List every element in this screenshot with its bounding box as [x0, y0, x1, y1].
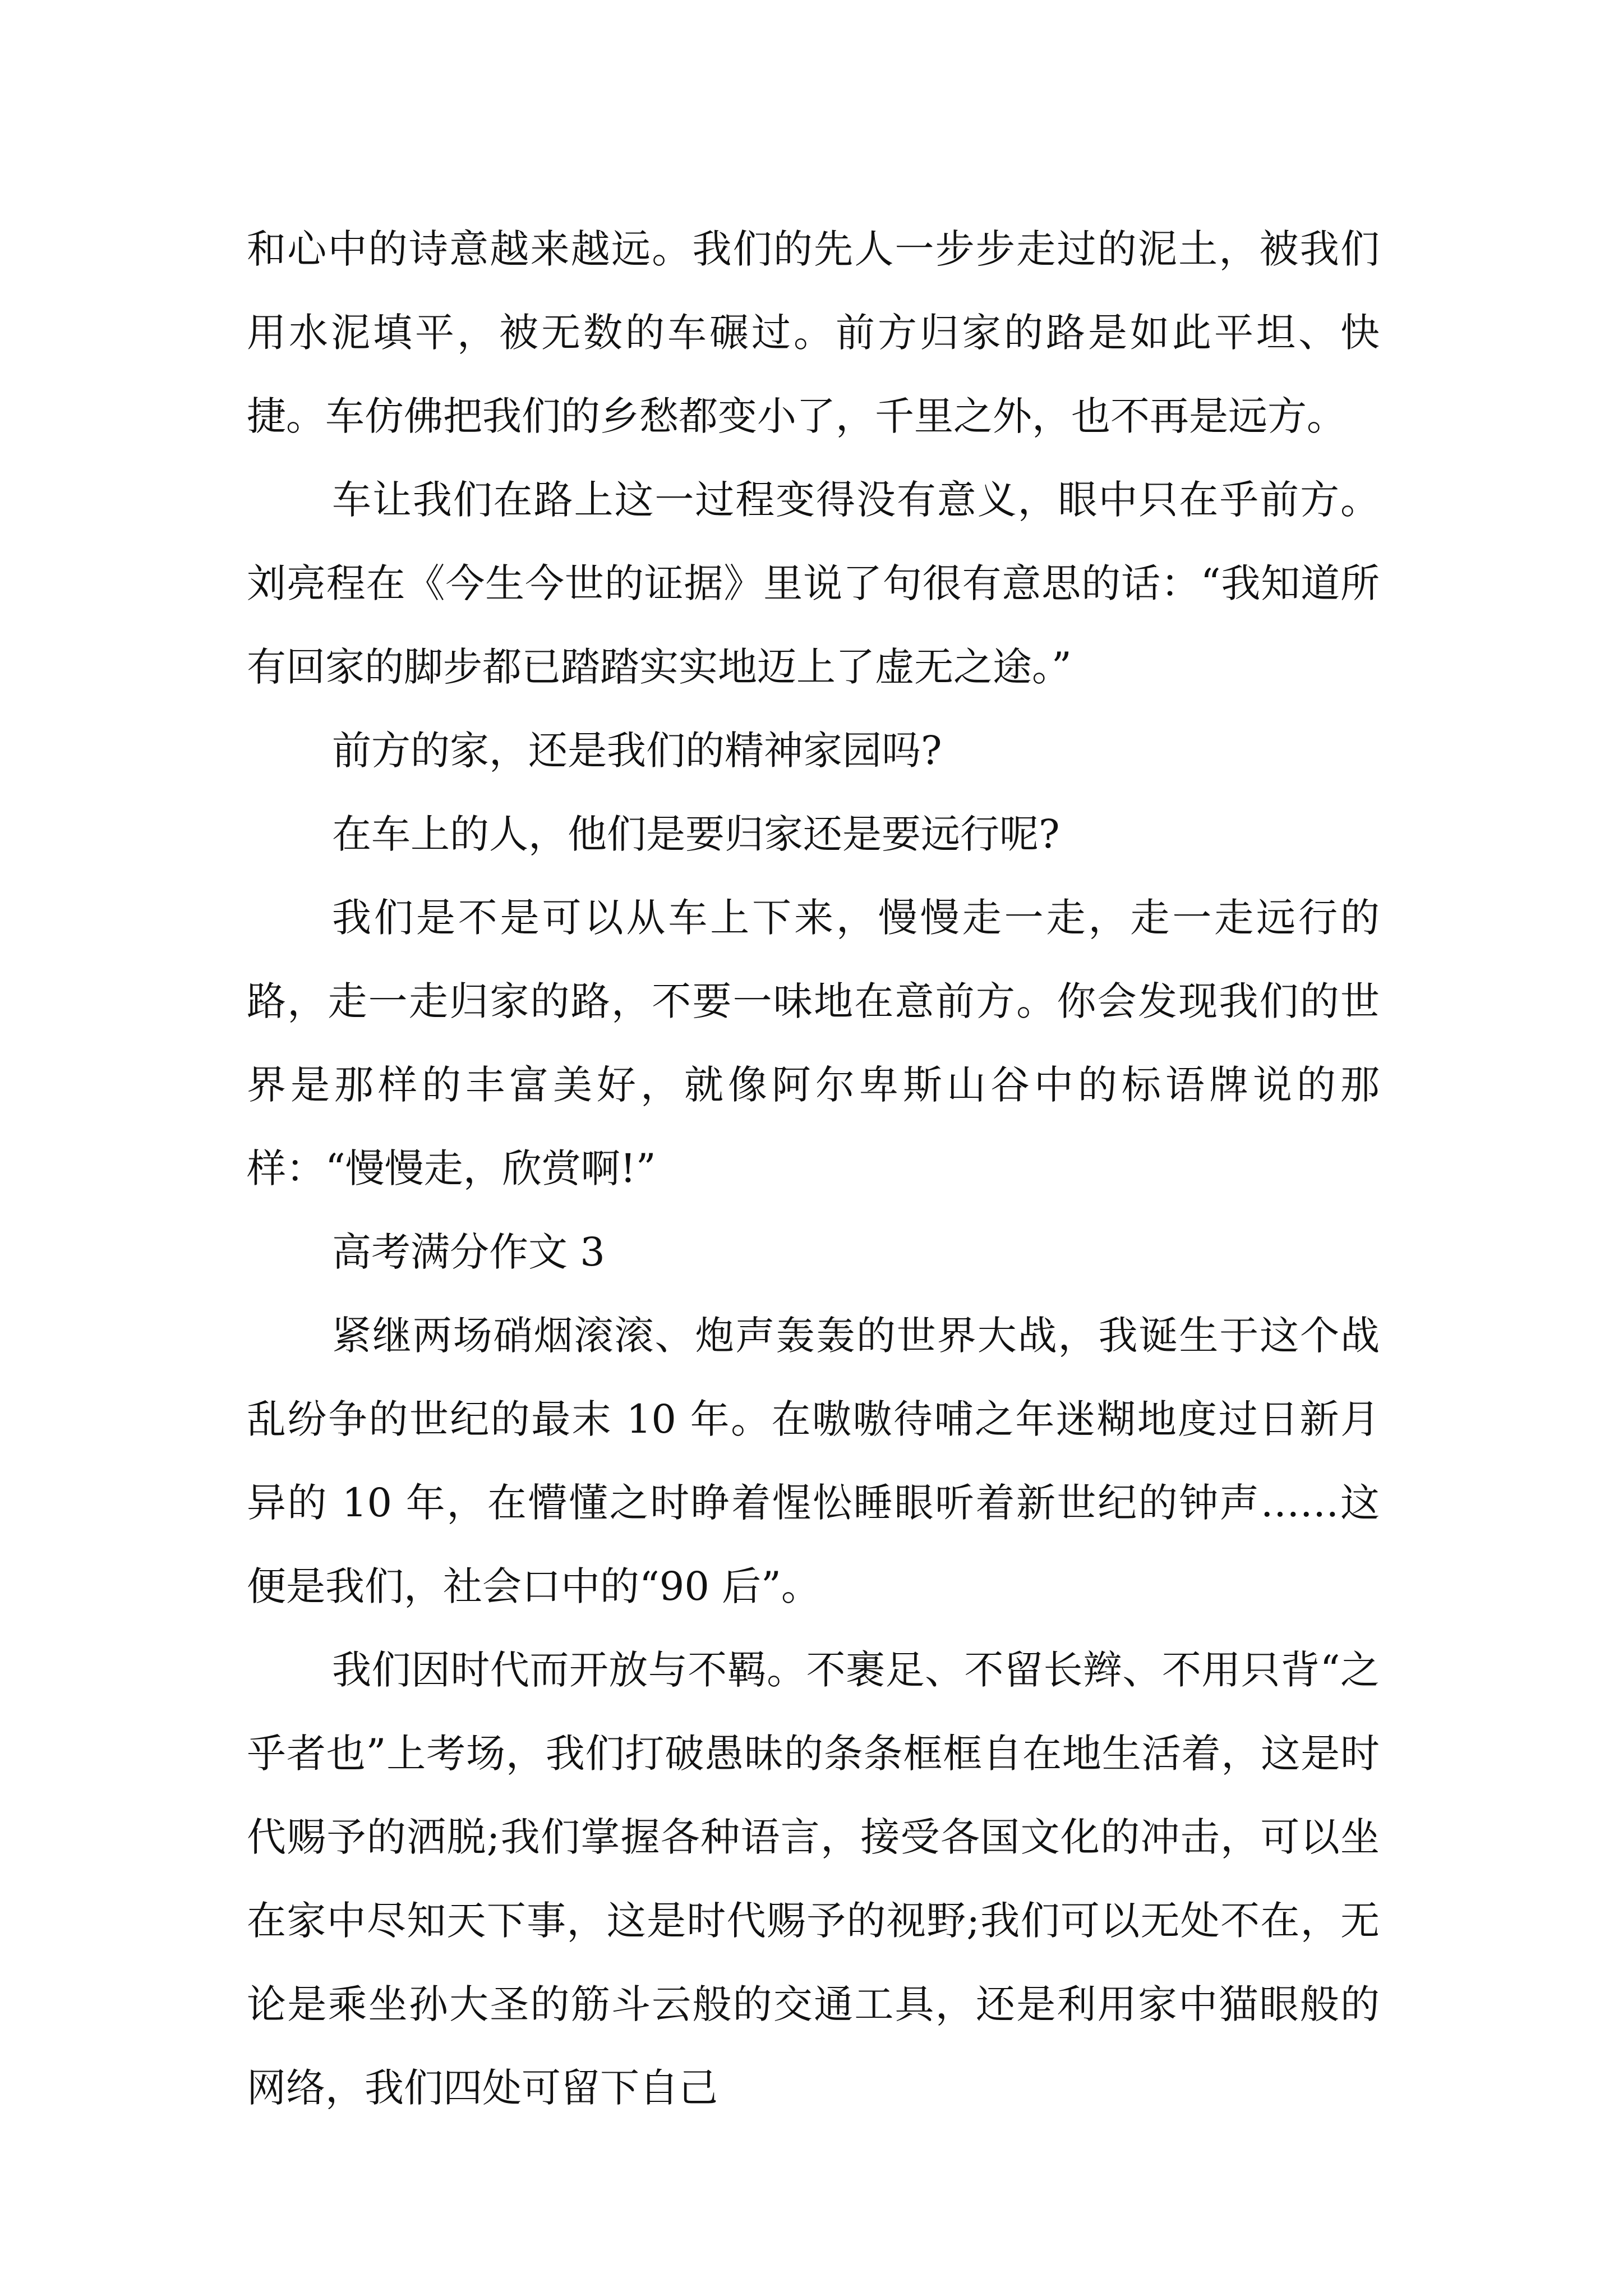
- paragraph: 车让我们在路上这一过程变得没有意义，眼中只在乎前方。刘亮程在《今生今世的证据》里说了句很有意思的话：“我知道所有回家的脚步都已踏踏实实地迈上了虚无之途。”: [247, 477, 1380, 690]
- paragraph: 我们因时代而开放与不羁。不裹足、不留长辫、不用只背“之乎者也”上考场，我们打破愚昧的条条框框自在地生活着，这是时代赐予的洒脱;我们掌握各种语言，接受各国文化的冲击，可以坐在家中尽知天下事，这是时代赐予的视野;我们可以无处不在，无论是乘坐孙大圣的筋斗云般的交通工具，还是利用家中猫眼般的网络，我们四处可留下自己: [247, 1647, 1380, 2111]
- paragraph: 前方的家，还是我们的精神家园吗?: [332, 728, 942, 774]
- paragraph: 紧继两场硝烟滚滚、炮声轰轰的世界大战，我诞生于这个战乱纷争的世纪的最末 10 年。在嗷嗷待哺之年迷糊地度过日新月异的 10 年，在懵懂之时睁着惺忪睡眼听着新世纪的钟声……这便是我们，社会口中的“90 后”。: [247, 1313, 1380, 1609]
- document-body: [247, 208, 1380, 2130]
- paragraph-continued: 和心中的诗意越来越远。我们的先人一步步走过的泥土，被我们用水泥填平，被无数的车碾过。前方归家的路是如此平坦、快捷。车仿佛把我们的乡愁都变小了，千里之外，也不再是远方。: [247, 226, 1380, 439]
- paragraph: 我们是不是可以从车上下来，慢慢走一走，走一走远行的路，走一走归家的路，不要一味地在意前方。你会发现我们的世界是那样的丰富美好，就像阿尔卑斯山谷中的标语牌说的那样：“慢慢走，欣赏啊!”: [247, 895, 1380, 1191]
- section-heading: 高考满分作文 3: [332, 1229, 605, 1275]
- paragraph: 在车上的人，他们是要归家还是要远行呢?: [332, 811, 1060, 857]
